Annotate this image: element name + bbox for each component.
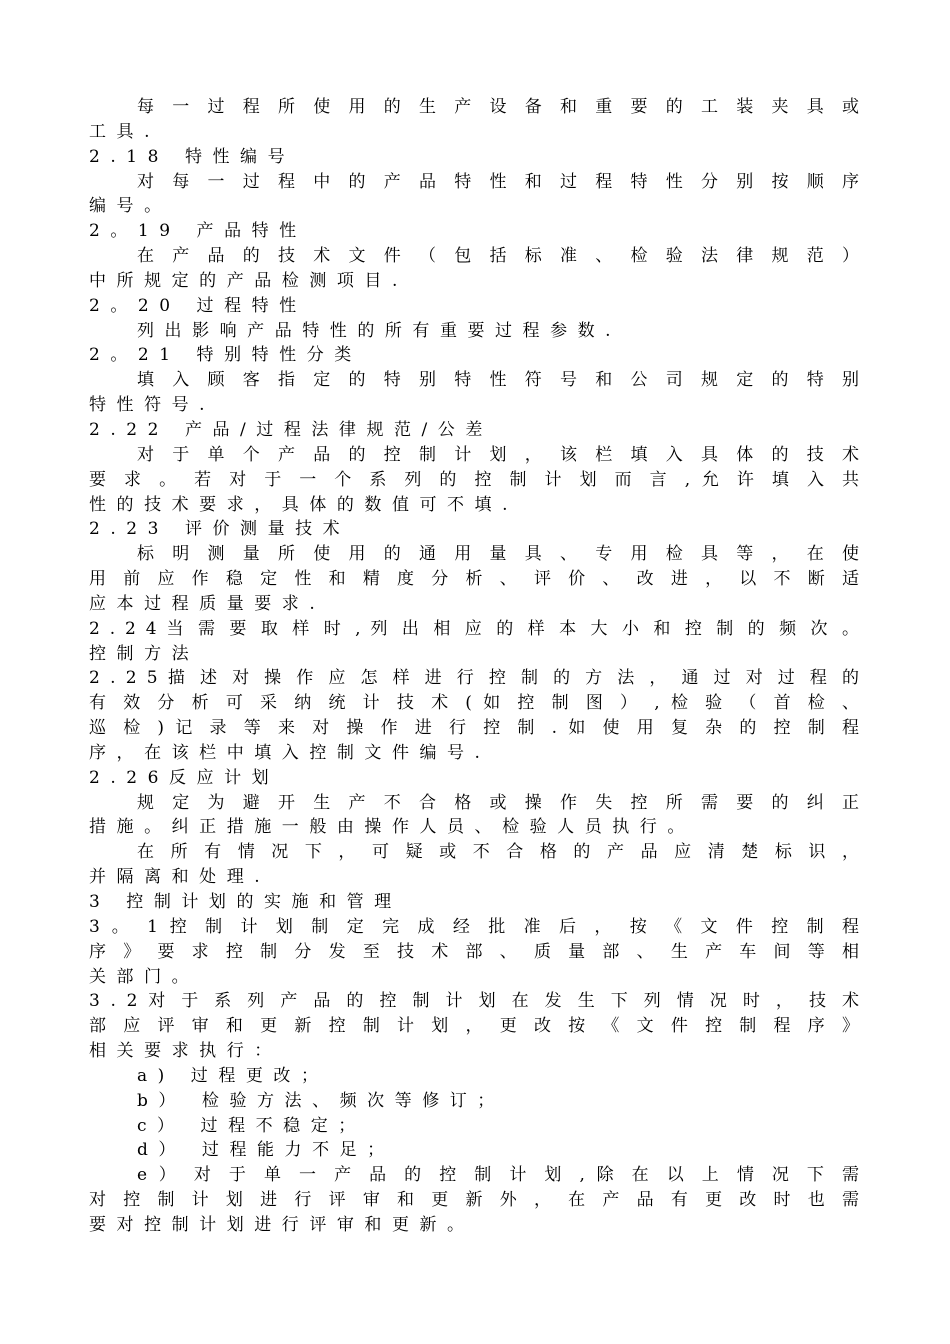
text-line: c） 过程不稳定； bbox=[137, 1115, 366, 1136]
text-line: 有 效 分 析 可 采 纳 统 计 技 术 ( 如 控 制 图 ） , 检 验 （ 首 检 、 bbox=[89, 693, 859, 714]
text-line: 在 产 品 的 技 术 文 件 （ 包 括 标 准 、 检 验 法 律 规 范 ） bbox=[137, 246, 859, 267]
text-line: e ） 对 于 单 一 产 品 的 控 制 计 划 , 除 在 以 上 情 况 下 需 bbox=[137, 1165, 859, 1186]
text-line: 关部门。 bbox=[89, 966, 200, 987]
text-line: 部 应 评 审 和 更 新 控 制 计 划 ， 更 改 按 《 文 件 控 制 程 序 》 bbox=[89, 1016, 859, 1037]
text-line: 要 求 。 若 对 于 一 个 系 列 的 控 制 计 划 而 言 , 允 许 填 入 共 bbox=[89, 469, 859, 490]
text-line: 序 》 要 求 控 制 分 发 至 技 术 部 、 质 量 部 、 生 产 车 间 等 相 bbox=[89, 941, 859, 962]
text-line: 对 每 一 过 程 中 的 产 品 特 性 和 过 程 特 性 分 别 按 顺 序 bbox=[137, 171, 859, 192]
text-line: 巡 检 ) 记 录 等 来 对 操 作 进 行 控 制 . 如 使 用 复 杂 的 控 制 程 bbox=[89, 718, 859, 739]
text-line: 2。20 过程特性 bbox=[89, 295, 307, 316]
text-line: 2。19 产品特性 bbox=[89, 221, 307, 242]
text-line: 性的技术要求，具体的数值可不填. bbox=[89, 494, 519, 515]
text-line: 填 入 顾 客 指 定 的 特 别 特 性 符 号 和 公 司 规 定 的 特 别 bbox=[137, 370, 859, 391]
text-line: 编号。 bbox=[89, 196, 172, 217]
text-line: 应本过程质量要求. bbox=[89, 593, 326, 614]
text-line: 相关要求执行： bbox=[89, 1041, 282, 1062]
text-line: 每 一 过 程 所 使 用 的 生 产 设 备 和 重 要 的 工 装 夹 具 或 bbox=[137, 97, 859, 117]
text-line: 措施。纠正措施一般由操作人员、检验人员执行。 bbox=[89, 817, 695, 838]
text-line: 并隔离和处理. bbox=[89, 867, 271, 888]
text-line: a) 过程更改； bbox=[137, 1065, 329, 1086]
document-body bbox=[89, 95, 859, 1238]
text-line: 3 控制计划的实施和管理 bbox=[89, 892, 402, 912]
text-line: 控制方法 bbox=[89, 643, 200, 664]
text-line: 特性符号. bbox=[89, 395, 216, 416]
text-line: 标 明 测 量 所 使 用 的 通 用 量 具 、 专 用 检 具 等 ， 在 使 bbox=[137, 544, 859, 565]
text-line: b） 检验方法、频次等修订； bbox=[137, 1090, 505, 1111]
text-line: d） 过程能力不足； bbox=[137, 1140, 395, 1161]
text-line: 3 。 1 控 制 计 划 制 定 完 成 经 批 准 后 ， 按 《 文 件 控 制 程 bbox=[89, 916, 859, 937]
text-line: 2 . 2 4 当 需 要 取 样 时 , 列 出 相 应 的 样 本 大 小 和 控 制 的 频 次 。 bbox=[89, 618, 859, 639]
text-line: 在 所 有 情 况 下 ， 可 疑 或 不 合 格 的 产 品 应 清 楚 标 识 ， bbox=[137, 842, 859, 863]
text-line: 要对控制计划进行评审和更新。 bbox=[89, 1214, 475, 1235]
text-line: 对 控 制 计 划 进 行 评 审 和 更 新 外 ， 在 产 品 有 更 改 时 也 需 bbox=[89, 1190, 859, 1211]
text-line: 3 . 2 对 于 系 列 产 品 的 控 制 计 划 在 发 生 下 列 情 况 时 ， 技 术 bbox=[89, 991, 859, 1012]
text-line: 2.23 评价测量技术 bbox=[89, 519, 351, 540]
text-line: 列出影响产品特性的所有重要过程参数. bbox=[137, 320, 622, 341]
text-line: 2 . 2 5 描 述 对 操 作 应 怎 样 进 行 控 制 的 方 法 ， 通 过 对 过 程 的 bbox=[89, 668, 859, 689]
text-line: 用 前 应 作 稳 定 性 和 精 度 分 析 、 评 价 、 改 进 ， 以 不 断 适 bbox=[89, 569, 859, 590]
text-line: 中所规定的产品检测项目. bbox=[89, 270, 408, 291]
text-line: 规 定 为 避 开 生 产 不 合 格 或 操 作 失 控 所 需 要 的 纠 正 bbox=[137, 792, 859, 813]
text-line: 2.18 特性编号 bbox=[89, 146, 296, 167]
text-line: 2.26反应计划 bbox=[89, 767, 280, 788]
text-line: 2.22 产品/过程法律规范/公差 bbox=[89, 419, 493, 440]
text-line: 工具. bbox=[89, 121, 161, 142]
text-line: 对 于 单 个 产 品 的 控 制 计 划 ， 该 栏 填 入 具 体 的 技 术 bbox=[137, 444, 859, 465]
text-line: 序，在该栏中填入控制文件编号. bbox=[89, 742, 491, 763]
text-line: 2。21 特别特性分类 bbox=[89, 345, 362, 366]
